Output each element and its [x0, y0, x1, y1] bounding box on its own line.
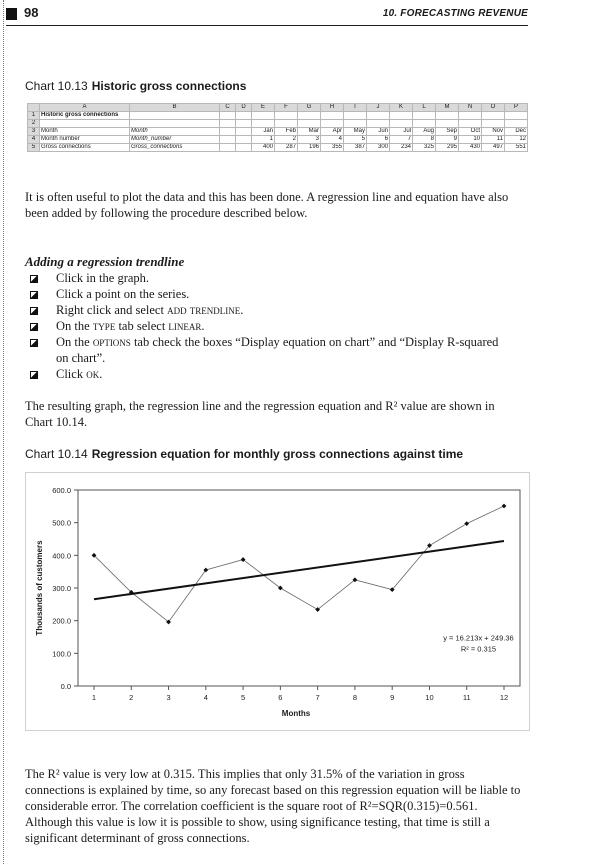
- sheet-cell-value: [367, 120, 390, 128]
- column-header-corner: [28, 104, 40, 112]
- row-number: 3: [28, 128, 40, 136]
- x-tick-label: 6: [278, 693, 283, 702]
- column-header-C: C: [220, 104, 236, 112]
- x-tick-label: 3: [166, 693, 171, 702]
- sheet-cell-value: 7: [390, 136, 413, 144]
- sheet-row: [28, 136, 528, 144]
- header-rule: [6, 25, 528, 26]
- row-number: 2: [28, 120, 40, 128]
- step-text: On the: [56, 319, 93, 333]
- step-text: Right click and select: [56, 303, 168, 317]
- sheet-row: [28, 120, 528, 128]
- column-header-L: L: [413, 104, 436, 112]
- sheet-cell-value: [321, 120, 344, 128]
- sheet-cell-value: [390, 112, 413, 120]
- sheet-cell-value: [390, 120, 413, 128]
- sheet-cell-value: 430: [459, 144, 482, 152]
- sheet-cell-value: Feb: [275, 128, 298, 136]
- sheet-cell-label: [130, 112, 220, 120]
- x-tick-label: 5: [241, 693, 246, 702]
- sheet-cell-value: [321, 112, 344, 120]
- sheet-cell-label: [236, 136, 252, 144]
- sheet-cell-value: [298, 112, 321, 120]
- x-tick-label: 2: [129, 693, 134, 702]
- sheet-cell-value: 8: [413, 136, 436, 144]
- sheet-cell-value: 196: [298, 144, 321, 152]
- step-text: .: [201, 319, 205, 333]
- sheet-cell-label: [130, 120, 220, 128]
- sheet-cell-label: Month: [130, 128, 220, 136]
- sheet-row: [28, 144, 528, 152]
- caption-title: Regression equation for monthly gross connections against time: [91, 447, 464, 461]
- row-number: 1: [28, 112, 40, 120]
- caption-title: Historic gross connections: [91, 79, 247, 93]
- sheet-cell-value: 387: [344, 144, 367, 152]
- sheet-cell-value: Jan: [252, 128, 275, 136]
- sheet-row: [28, 128, 528, 136]
- x-tick-label: 4: [203, 693, 208, 702]
- x-axis-label: Months: [281, 709, 311, 718]
- sheet-cell-label: [220, 144, 236, 152]
- sheet-cell-value: [482, 120, 505, 128]
- sheet-cell-value: Jul: [390, 128, 413, 136]
- column-header-P: P: [505, 104, 528, 112]
- sheet-cell-label: [220, 136, 236, 144]
- checkbox-bullet-icon: [30, 323, 38, 331]
- sheet-cell-value: 6: [367, 136, 390, 144]
- column-header-G: G: [298, 104, 321, 112]
- chart-10-13-caption: [25, 79, 246, 93]
- caption-number: Chart 10.13: [25, 79, 88, 93]
- column-header-O: O: [482, 104, 505, 112]
- column-header-B: B: [130, 104, 220, 112]
- sheet-cell-value: 400: [252, 144, 275, 152]
- sheet-cell-value: [436, 120, 459, 128]
- sheet-cell-value: [275, 120, 298, 128]
- y-tick-label: 100.0: [52, 649, 71, 659]
- sheet-cell-value: Sep: [436, 128, 459, 136]
- sheet-cell-value: [252, 120, 275, 128]
- sheet-cell-value: Oct: [459, 128, 482, 136]
- x-tick-label: 9: [390, 693, 395, 702]
- sheet-cell-label: [236, 112, 252, 120]
- checkbox-bullet-icon: [30, 371, 38, 379]
- procedure-step: [30, 286, 510, 302]
- step-text: Click a point on the series.: [56, 287, 190, 301]
- step-text: tab check the boxes “Display equation on chart” and “Display R-squared on chart”.: [56, 335, 499, 365]
- chart-svg: [26, 473, 529, 730]
- sheet-cell-label: Month: [40, 128, 130, 136]
- x-tick-label: 11: [462, 693, 471, 702]
- header-marker: [6, 8, 17, 20]
- sheet-cell-value: 4: [321, 136, 344, 144]
- procedure-steps: [30, 270, 510, 382]
- procedure-step: [30, 270, 510, 286]
- sheet-cell-value: [413, 120, 436, 128]
- caption-number: Chart 10.14: [25, 447, 88, 461]
- procedure-step: [30, 302, 510, 318]
- x-tick-label: 7: [315, 693, 320, 702]
- x-tick-label: 1: [91, 693, 97, 702]
- column-header-E: E: [252, 104, 275, 112]
- procedure-heading: Adding a regression trendline: [25, 254, 185, 269]
- sheet-cell-value: 1: [252, 136, 275, 144]
- small-caps-term: type: [92, 319, 116, 333]
- checkbox-bullet-icon: [30, 291, 38, 299]
- checkbox-bullet-icon: [30, 307, 38, 315]
- sheet-cell-value: 287: [275, 144, 298, 152]
- sheet-cell-value: 355: [321, 144, 344, 152]
- column-header-row: [28, 104, 528, 112]
- sheet-cell-label: Month_number: [130, 136, 220, 144]
- equation-label: y = 16.213x + 249.36: [443, 633, 514, 643]
- small-caps-term: options: [92, 335, 131, 349]
- sheet-cell-value: 2: [275, 136, 298, 144]
- x-tick-label: 10: [425, 693, 434, 702]
- sheet-cell-value: Aug: [413, 128, 436, 136]
- sheet-cell-value: Apr: [321, 128, 344, 136]
- step-text: Click in the graph.: [56, 271, 150, 285]
- y-tick-label: 500.0: [52, 518, 71, 528]
- sheet-cell-value: 295: [436, 144, 459, 152]
- sheet-cell-label: [40, 120, 130, 128]
- sheet-cell-value: [344, 120, 367, 128]
- sheet-cell-label: Gross_connections: [130, 144, 220, 152]
- sheet-cell-value: Dec: [505, 128, 528, 136]
- column-header-J: J: [367, 104, 390, 112]
- sheet-cell-value: [413, 112, 436, 120]
- sheet-cell-value: [436, 112, 459, 120]
- sheet-cell-value: 10: [459, 136, 482, 144]
- sheet-cell-label: [236, 144, 252, 152]
- sheet-cell-value: [252, 112, 275, 120]
- sheet-cell-value: [367, 112, 390, 120]
- y-tick-label: 400.0: [52, 551, 71, 561]
- y-tick-label: 600.0: [52, 486, 71, 495]
- procedure-step: [30, 366, 510, 382]
- sheet-cell-label: [220, 128, 236, 136]
- step-text: .: [99, 367, 103, 381]
- column-header-H: H: [321, 104, 344, 112]
- spreadsheet-table: [27, 103, 528, 152]
- y-tick-label: 0.0: [60, 682, 71, 691]
- sheet-cell-value: [459, 120, 482, 128]
- small-caps-term: add trendline: [167, 303, 241, 317]
- sheet-cell-value: 234: [390, 144, 413, 152]
- y-tick-label: 200.0: [52, 616, 71, 626]
- step-text: On the: [56, 335, 93, 349]
- margin-dotted-line: [3, 0, 4, 864]
- step-text: tab select: [115, 319, 169, 333]
- page-number: 98: [24, 5, 39, 20]
- sheet-cell-label: Gross connections: [40, 144, 130, 152]
- y-tick-label: 300.0: [52, 584, 71, 593]
- procedure-step: [30, 318, 510, 334]
- sheet-cell-value: [275, 112, 298, 120]
- sheet-cell-value: 12: [505, 136, 528, 144]
- sheet-cell-value: 11: [482, 136, 505, 144]
- sheet-cell-label: Historic gross connections: [40, 112, 130, 120]
- sheet-cell-label: [220, 120, 236, 128]
- sheet-cell-value: Mar: [298, 128, 321, 136]
- chart-10-14-caption: [25, 447, 463, 461]
- small-caps-term: ok: [86, 367, 100, 381]
- sheet-row: [28, 112, 528, 120]
- sheet-cell-value: 551: [505, 144, 528, 152]
- procedure-step: [30, 334, 510, 366]
- chapter-title: 10. FORECASTING REVENUE: [382, 8, 528, 19]
- column-header-N: N: [459, 104, 482, 112]
- column-header-M: M: [436, 104, 459, 112]
- x-tick-label: 8: [352, 693, 357, 702]
- sheet-cell-value: [482, 112, 505, 120]
- sheet-cell-value: 3: [298, 136, 321, 144]
- paragraph-conclusion: The R² value is very low at 0.315. This implies that only 31.5% of the variation in gross connections is explained by time, so any forecast based on this regression equation will be liable to considerable error. The correlation coefficient is the square root of R²=SQR(0.315)=0.561. Although this value is low it is possible to show, using significance testing, that time is still a significant determinant of gross connections.: [25, 767, 521, 845]
- small-caps-term: linear: [168, 319, 202, 333]
- sheet-cell-value: 497: [482, 144, 505, 152]
- sheet-cell-label: [220, 112, 236, 120]
- sheet-cell-value: 300: [367, 144, 390, 152]
- row-number: 5: [28, 144, 40, 152]
- row-number: 4: [28, 136, 40, 144]
- column-header-D: D: [236, 104, 252, 112]
- sheet-cell-value: 5: [344, 136, 367, 144]
- x-tick-label: 12: [499, 693, 509, 702]
- sheet-cell-value: [505, 120, 528, 128]
- sheet-cell-label: [236, 120, 252, 128]
- sheet-cell-value: [298, 120, 321, 128]
- sheet-cell-label: Month number: [40, 136, 130, 144]
- sheet-cell-value: [505, 112, 528, 120]
- paragraph-result: The resulting graph, the regression line and the regression equation and R² value are shown in Chart 10.14.: [25, 399, 495, 429]
- sheet-cell-value: [459, 112, 482, 120]
- plot-area: [78, 490, 520, 686]
- checkbox-bullet-icon: [30, 339, 38, 347]
- regression-chart: [25, 472, 530, 731]
- y-axis-label: Thousands of customers: [35, 540, 44, 636]
- column-header-I: I: [344, 104, 367, 112]
- r-squared-label: R² = 0.315: [460, 644, 497, 654]
- column-header-A: A: [40, 104, 130, 112]
- sheet-cell-value: Jun: [367, 128, 390, 136]
- sheet-cell-value: 325: [413, 144, 436, 152]
- sheet-cell-value: 9: [436, 136, 459, 144]
- step-text: .: [240, 303, 244, 317]
- sheet-cell-value: May: [344, 128, 367, 136]
- column-header-F: F: [275, 104, 298, 112]
- column-header-K: K: [390, 104, 413, 112]
- sheet-cell-value: Nov: [482, 128, 505, 136]
- sheet-cell-label: [236, 128, 252, 136]
- sheet-cell-value: [344, 112, 367, 120]
- paragraph-intro: It is often useful to plot the data and this has been done. A regression line and equation have also been added by following the procedure described below.: [25, 190, 509, 220]
- checkbox-bullet-icon: [30, 275, 38, 283]
- step-text: Click: [56, 367, 87, 381]
